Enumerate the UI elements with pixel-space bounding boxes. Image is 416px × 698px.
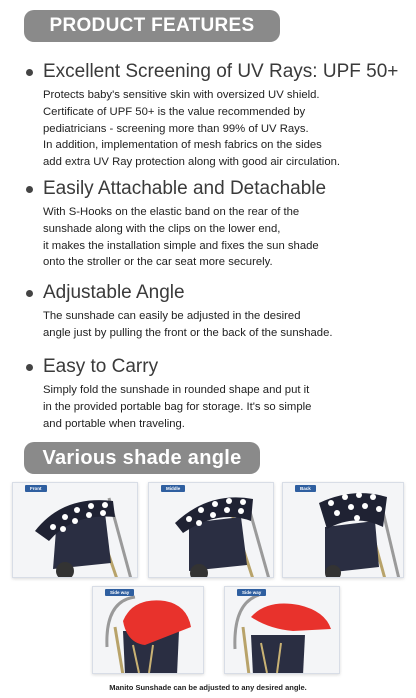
- angle-tag: Side way: [105, 589, 134, 596]
- stroller-front-illustration: [13, 483, 138, 578]
- feature-description: The sunshade can easily be adjusted in the desired angle just by pulling the front or the back of the sunshade.: [43, 310, 333, 339]
- stroller-photo-side-1: [92, 586, 204, 674]
- feature-attachable: [26, 178, 406, 271]
- stroller-back-illustration: [283, 483, 404, 578]
- bullet-icon: [26, 186, 33, 193]
- stroller-photo-middle: [148, 482, 274, 578]
- feature-easy-carry: [26, 356, 406, 432]
- stroller-side-red-tilted-illustration: [225, 587, 340, 674]
- angle-tag: Back: [295, 485, 316, 492]
- stroller-photo-back: [282, 482, 404, 578]
- stroller-middle-illustration: [149, 483, 274, 578]
- feature-title: Excellent Screening of UV Rays: UPF 50+: [43, 61, 399, 82]
- feature-uv-screening: [26, 61, 406, 171]
- feature-description: Protects baby's sensitive skin with oversized UV shield. Certificate of UPF 50+ is the value recommended by pediatricians - screening more than 99% of UV Rays. In addition, implementation of mesh fabrics on the sides add extra UV Ray protection along with good air circulation.: [43, 89, 341, 169]
- angle-tag: Middle: [161, 485, 185, 492]
- bullet-icon: [26, 69, 33, 76]
- feature-title: Easy to Carry: [43, 356, 159, 377]
- bullet-icon: [26, 290, 33, 297]
- feature-title: Easily Attachable and Detachable: [43, 178, 327, 199]
- feature-description: Simply fold the sunshade in rounded shape and put it in the provided portable bag for storage. It's so simple and portable when traveling.: [43, 384, 312, 430]
- product-features-banner: PRODUCT FEATURES: [24, 10, 280, 42]
- angle-tag: Side way: [237, 589, 266, 596]
- stroller-side-red-illustration: [93, 587, 204, 674]
- stroller-photo-side-2: [224, 586, 340, 674]
- feature-title: Adjustable Angle: [43, 282, 185, 303]
- shade-angle-banner: Various shade angle: [24, 442, 260, 474]
- feature-adjustable-angle: [26, 282, 406, 342]
- feature-description: With S-Hooks on the elastic band on the rear of the sunshade along with the clips on the lower end, it makes the installation simple and fixes the sun shade onto the stroller or the car seat more securely.: [43, 206, 319, 269]
- angle-tag: Front: [25, 485, 47, 492]
- stroller-photo-front: [12, 482, 138, 578]
- shade-angle-caption: Manito Sunshade can be adjusted to any desired angle.: [109, 683, 307, 692]
- bullet-icon: [26, 364, 33, 371]
